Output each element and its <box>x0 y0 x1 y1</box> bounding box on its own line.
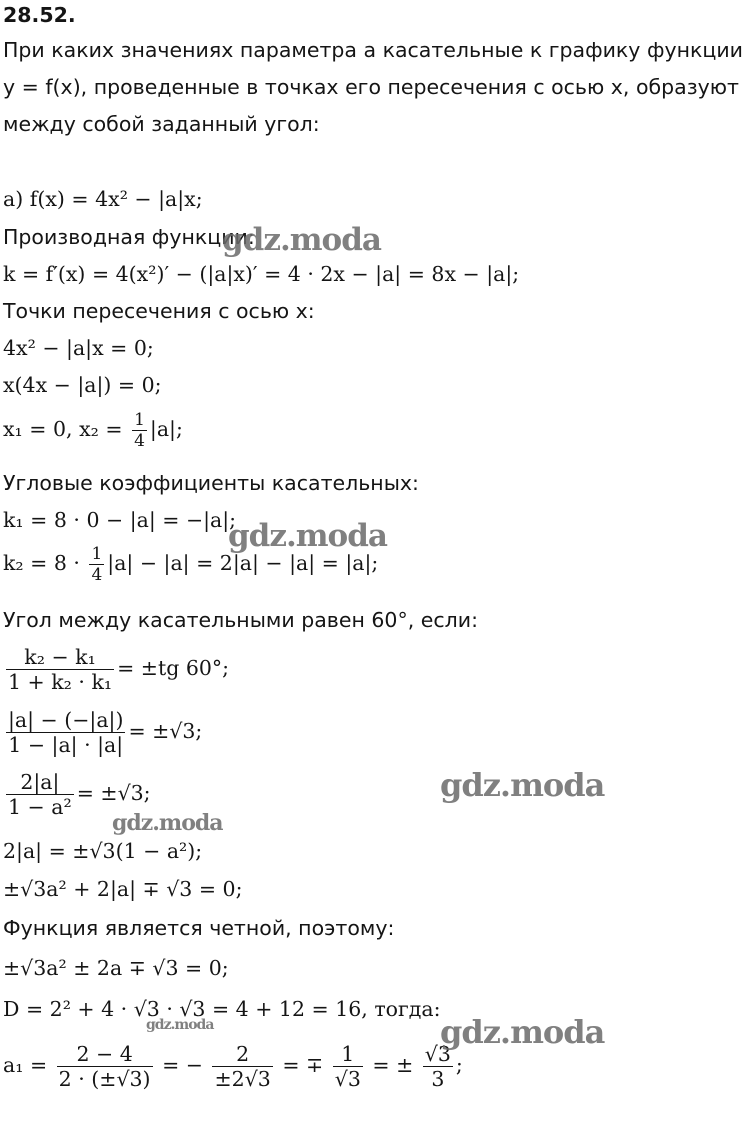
abs-numerator: |a| − (−|a|) <box>8 708 124 732</box>
roots-frac-denominator: 4 <box>134 431 145 451</box>
intro-line-2: y = f(x), проведенные в точках его пересечения с осью x, образуют <box>3 75 739 99</box>
slopes-label: Угловые коэффициенты касательных: <box>3 471 419 495</box>
discriminant-line: D = 2² + 4 · √3 · √3 = 4 + 12 = 16, тогда: <box>3 997 441 1021</box>
a1-f1-denominator: 2 · (±√3) <box>58 1067 151 1091</box>
watermark-logo: gdz.moda <box>440 766 605 804</box>
watermark-logo: gdz.moda <box>222 222 381 258</box>
equation-6: ±√3a² ± 2a ∓ √3 = 0; <box>3 956 229 980</box>
roots-right: |a|; <box>149 417 183 441</box>
slope-k2-right: |a| − |a| = 2|a| − |a| = |a|; <box>107 551 379 575</box>
a1-eq-1: = − <box>162 1053 203 1077</box>
a1-f3-denominator: √3 <box>334 1067 361 1091</box>
a1-eq-3: = ± <box>372 1053 414 1077</box>
a1-left: a₁ = <box>3 1053 48 1077</box>
equation-1: 4x² − |a|x = 0; <box>3 336 154 360</box>
roots-left: x₁ = 0, x₂ = <box>3 417 123 441</box>
abs-right: = ±√3; <box>128 719 203 743</box>
tangent-numerator: k₂ − k₁ <box>6 645 114 670</box>
roots-frac-numerator: 1 <box>134 410 145 430</box>
slope-k2-left: k₂ = 8 · <box>3 551 80 575</box>
a1-fraction-2 <box>212 1042 272 1091</box>
root-a1-line <box>3 1042 463 1091</box>
angle-label: Угол между касательными равен 60°, если: <box>3 608 478 632</box>
a1-f2-denominator: ±2√3 <box>214 1067 271 1091</box>
simplified-numerator: 2|a| <box>6 770 74 795</box>
even-function-label: Функция является четной, поэтому: <box>3 916 395 940</box>
k2-frac-denominator: 4 <box>91 565 103 585</box>
equation-4: 2|a| = ±√3(1 − a²); <box>3 839 203 863</box>
a1-f3-numerator: 1 <box>333 1042 363 1067</box>
simplified-denominator: 1 − a² <box>8 795 72 819</box>
simplified-right: = ±√3; <box>76 781 151 805</box>
equation-5: ±√3a² + 2|a| ∓ √3 = 0; <box>3 877 243 901</box>
slope-k2-fraction <box>89 544 104 585</box>
a1-f2-numerator: 2 <box>212 1042 272 1067</box>
a1-f4-numerator: √3 <box>424 1042 451 1066</box>
a1-f4-denominator: 3 <box>431 1067 445 1091</box>
roots-line <box>3 410 183 451</box>
problem-number: 28.52. <box>3 3 76 27</box>
tangent-denominator: 1 + k₂ · k₁ <box>8 670 113 694</box>
abs-denominator: 1 − |a| · |a| <box>8 733 124 757</box>
watermark-logo: gdz.moda <box>146 1017 214 1033</box>
intro-line-1: При каких значениях параметра a касательные к графику функции <box>3 38 743 62</box>
a1-end: ; <box>455 1053 463 1077</box>
k2-frac-numerator: 1 <box>91 544 103 564</box>
tangent-fraction <box>6 645 114 694</box>
a1-fraction-1 <box>57 1042 153 1091</box>
equation-2: x(4x − |a|) = 0; <box>3 373 162 397</box>
a1-fraction-3 <box>333 1042 363 1091</box>
watermark-logo: gdz.moda <box>228 518 387 554</box>
intro-line-3: между собой заданный угол: <box>3 112 320 136</box>
tangent-formula-line <box>3 645 229 694</box>
derivative-label: Производная функции: <box>3 225 255 249</box>
watermark-logo: gdz.moda <box>112 810 223 836</box>
derivative-equation: k = f′(x) = 4(x²)′ − (|a|x)′ = 4 · 2x − |a| = 8x − |a|; <box>3 262 520 286</box>
tangent-right: = ±tg 60°; <box>117 656 230 680</box>
slope-k1: k₁ = 8 · 0 − |a| = −|a|; <box>3 508 237 532</box>
roots-fraction <box>132 410 147 451</box>
part-a-title: а) f(x) = 4x² − |a|x; <box>3 187 203 211</box>
a1-eq-2: = ∓ <box>282 1053 324 1077</box>
a1-f1-numerator: 2 − 4 <box>57 1042 153 1067</box>
abs-fraction <box>6 708 125 757</box>
intersection-label: Точки пересечения с осью x: <box>3 299 315 323</box>
simplified-fraction <box>6 770 74 819</box>
watermark-logo: gdz.moda <box>440 1013 605 1051</box>
abs-fraction-line <box>3 708 202 757</box>
